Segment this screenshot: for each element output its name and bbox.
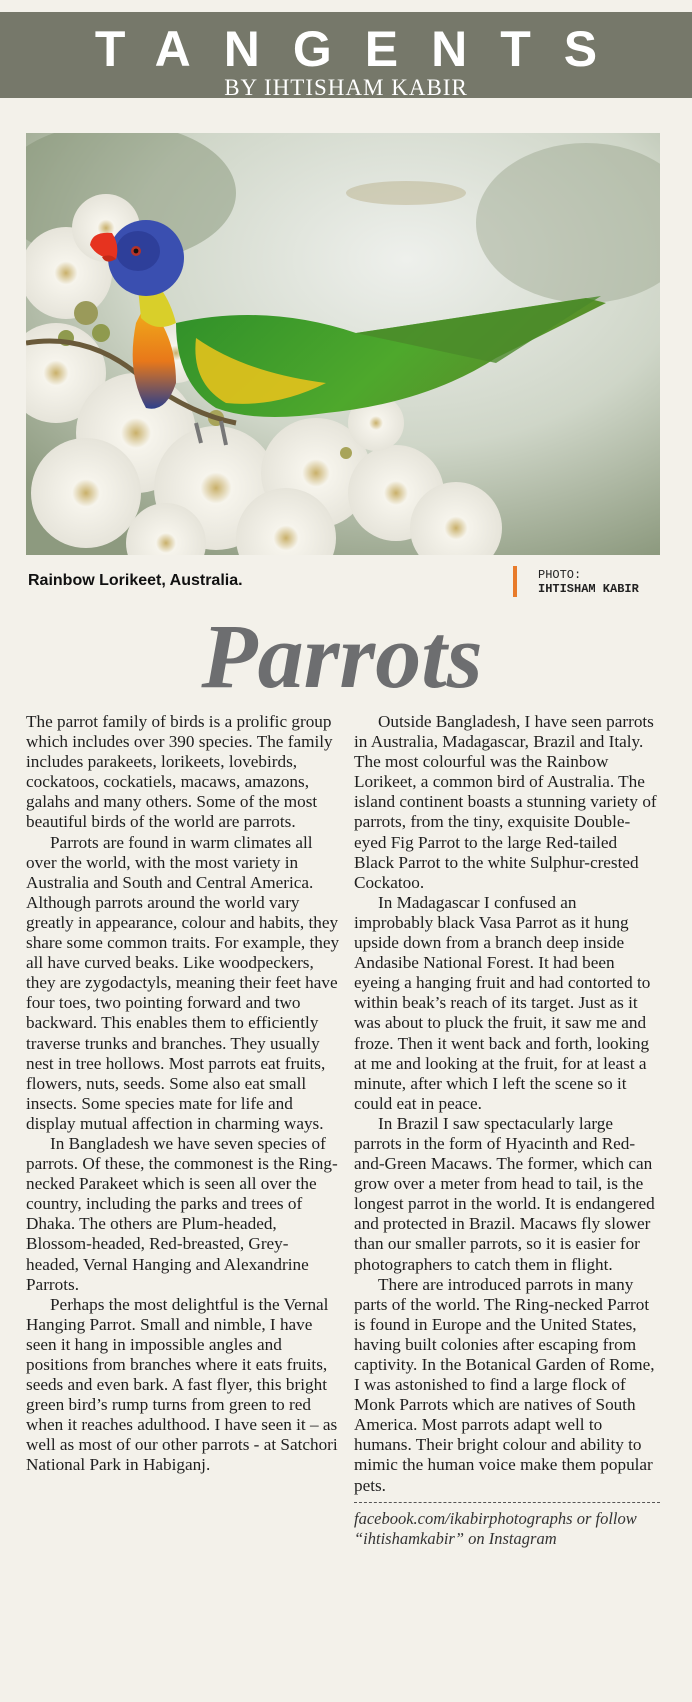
paragraph: There are introduced parrots in many parts of the world. The Ring-necked Parrot is found in Europe and the United States, having built colonies after escaping from captivity. In the Botanical Garden of Rome, I was astonished to find a large flock of Monk Parrots which are natives of South America. Most parrots adapt well to humans. Their bright colour and ability to mimic the human voice make them popular pets.	[354, 1274, 655, 1495]
paragraph: Outside Bangladesh, I have seen parrots in Australia, Madagascar, Brazil and Italy. The most colourful was the Rainbow Lorikeet, a common bird of Australia. The island continent boasts a stunning variety of parrots, from the tiny, exquisite Double-eyed Fig Parrot to the large Red-tailed Black Parrot to the white Sulphur-crested Cockatoo.	[354, 712, 657, 892]
masthead-byline: BY IHTISHAM KABIR	[224, 75, 468, 100]
paragraph: Perhaps the most delightful is the Vernal Hanging Parrot. Small and nimble, I have seen it hang in impossible angles and positions from branches where it eats fruits, seeds and even bark. A fast flyer, this bright green bird’s rump turns from green to red when it reaches adulthood. I have seen it – as well as most of our other parrots - at Satchori National Park in Habiganj.	[26, 1294, 338, 1475]
paragraph: In Brazil I saw spectacularly large parrots in the form of Hyacinth and Red-and-Green Macaws. The former, which can grow over a meter from head to tail, is the longest parrot in the world. It is endangered and protected in Brazil. Macaws fly slower than our smaller parrots, so it is easier for photographers to catch them in flight.	[354, 1113, 655, 1274]
paragraph: In Madagascar I confused an improbably black Vasa Parrot as it hung upside down from a branch deep inside Andasibe National Forest. It had been eyeing a hanging fruit and had contorted to within beak’s reach of its target. Just as it was about to pluck the fruit, it saw me and froze. Then it went back and forth, looking at me and looking at the fruit, for at least a minute, after which I left the scene so it could eat in peace.	[354, 892, 651, 1113]
article-column-right	[354, 712, 660, 1549]
paragraph: Parrots are found in warm climates all over the world, with the most variety in Australia and South and Central America. Although parrots around the world vary greatly in appearance, colour and habits, they share some common traits. For example, they all have curved beaks. Like woodpeckers, they are zygodactyls, meaning their feet have four toes, two pointing forward and two backward. This enables them to efficiently traverse trunks and branches. They usually nest in tree hollows. Most parrots eat fruits, flowers, nuts, seeds. Some also eat small insects. Some species mate for life and display mutual affection in charming ways.	[26, 832, 340, 1133]
paragraph: In Bangladesh we have seven species of parrots. Of these, the commonest is the Ring-necked Parakeet which is seen all over the country, including the parks and trees of Dhaka. The others are Plum-headed, Blossom-headed, Red-breasted, Grey-headed, Vernal Hanging and Alexandrine Parrots.	[26, 1133, 338, 1294]
photo-credit-name: IHTISHAM KABIR	[538, 582, 639, 596]
article-column-left	[26, 712, 340, 1476]
lorikeet-photo	[26, 133, 660, 555]
photo-caption: Rainbow Lorikeet, Australia.	[28, 572, 243, 589]
masthead-title: TANGENTS	[94, 21, 631, 77]
photo-credit-label: PHOTO:	[538, 568, 582, 582]
dashed-divider	[354, 1502, 660, 1503]
masthead	[0, 12, 692, 98]
credit-accent-bar	[513, 566, 517, 597]
photo-credit	[538, 568, 639, 596]
paragraph: The parrot family of birds is a prolific group which includes over 390 species. The family includes parakeets, lorikeets, lovebirds, cockatoos, cockatiels, macaws, amazons, galahs and many others. Some of the most beautiful birds of the world are parrots.	[26, 712, 333, 832]
social-footer-note: facebook.com/ikabirphotographs or follow “ihtishamkabir” on Instagram	[354, 1508, 637, 1548]
article-headline: Parrots	[201, 605, 483, 707]
